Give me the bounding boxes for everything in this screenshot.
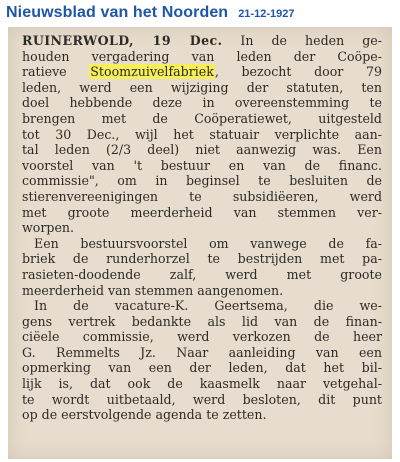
article-line: op de eerstvolgende agenda te zetten. [22, 407, 267, 423]
article-line: Een bestuursvoorstel om vanwege de fa- [34, 235, 382, 251]
article-line: doel hebbende deze in overeenstemming te [22, 95, 382, 111]
article-line: meerderheid van stemmen aangenomen. [22, 282, 284, 298]
article-line: tal leden (2/3 deel) niet aanwezig was. Een [22, 142, 382, 158]
article-line: houden vergadering van leden der Coöpe- [22, 48, 382, 64]
newspaper-title: Nieuwsblad van het Noorden [6, 4, 229, 21]
article-line: commissie", om in beginsel te besluiten de [22, 173, 382, 189]
article-line: briek de runderhorzel te bestrijden met pa- [22, 251, 382, 267]
article-text: In de heden ge- [240, 33, 382, 48]
article-line [22, 33, 382, 49]
newspaper-clipping [8, 27, 392, 459]
article-line: rasieten-doodende zalf, werd met groote [22, 266, 382, 282]
article-text: , bezocht door 79 [214, 64, 382, 80]
article-line: stierenvereenigingen te subsidiëeren, werd [22, 188, 382, 204]
article-line: leden, werd een wijziging der statuten, ten [22, 79, 382, 95]
article-line: voorstel van 't bestuur en van de financ. [22, 157, 382, 173]
article-line: lijk is, dat ook de kaasmelk naar vetgehal- [22, 376, 382, 392]
article-line: te wordt uitbetaald, werd besloten, dit punt [22, 391, 382, 407]
article-line [22, 64, 382, 80]
highlighted-keyword: Stoomzuivelfabriek [90, 64, 214, 80]
article-line: brengen met de Coöperatiewet, uitgesteld [22, 110, 382, 126]
article-dateline: RUINERWOLD, 19 Dec. [22, 33, 223, 48]
article-line: G. Remmelts Jz. Naar aanleiding van een [22, 344, 382, 360]
article-text: ratieve [22, 64, 90, 80]
publication-date: 21-12-1927 [238, 8, 295, 20]
article-line: gens vertrek bedankte als lid van de finan- [22, 313, 382, 329]
article-line: worpen. [22, 220, 75, 236]
article-line: tot 30 Dec., wijl het statuair verplichte aan- [22, 126, 382, 142]
article-line: met groote meerderheid van stemmen ver- [22, 204, 382, 220]
article-body [22, 33, 382, 423]
newspaper-header [6, 4, 294, 26]
article-line: ciëele commissie, werd verkozen de heer [22, 329, 382, 345]
article-line: opmerking van een der leden, dat het bil- [22, 360, 382, 376]
article-line: In de vacature-K. Geertsema, die we- [34, 298, 382, 314]
